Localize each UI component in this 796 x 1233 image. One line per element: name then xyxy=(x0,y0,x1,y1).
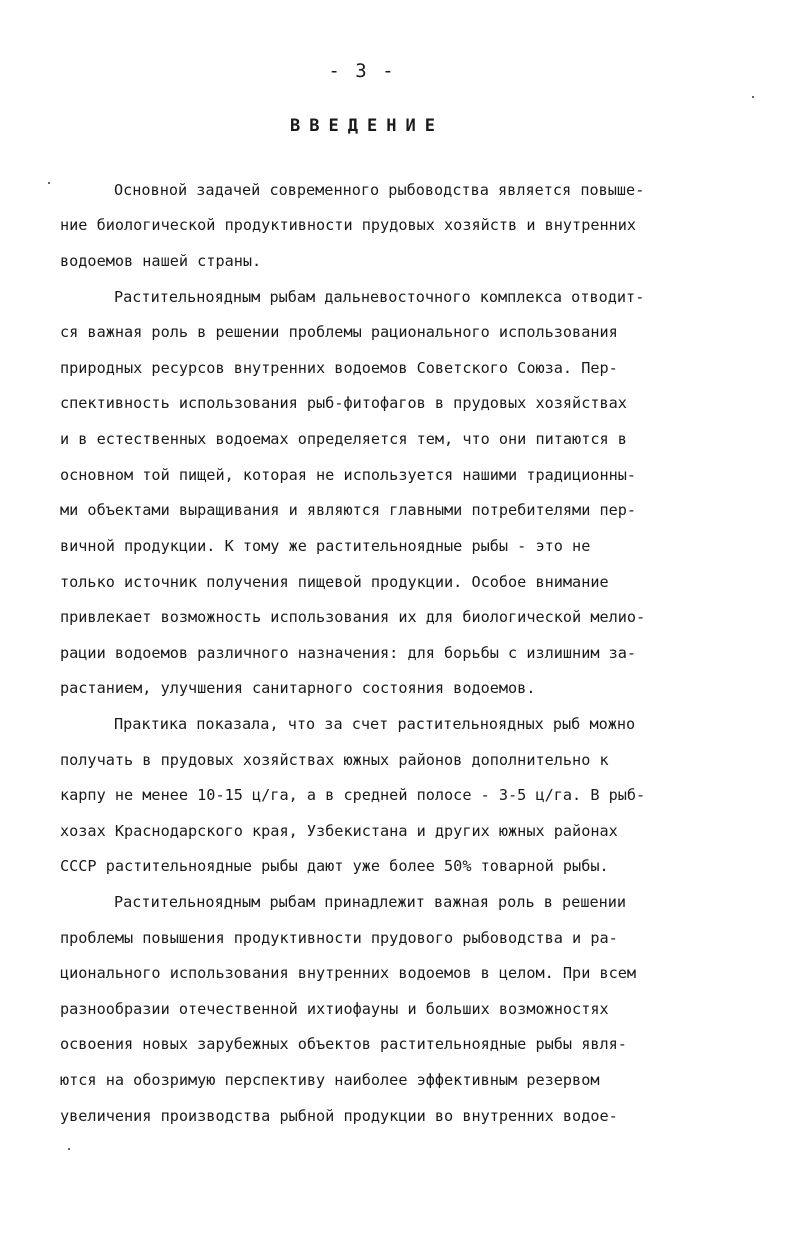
text-line: получать в прудовых хозяйствах южных районов дополнительно к xyxy=(60,751,609,769)
scan-speck xyxy=(752,96,754,98)
text-line: спективность использования рыб-фитофагов в прудовых хозяйствах xyxy=(60,394,627,412)
text-line: привлекает возможность использования их для биологической мелио- xyxy=(60,608,646,626)
page-number: - 3 - xyxy=(328,60,396,82)
text-line: водоемов нашей страны. xyxy=(60,252,262,270)
text-line: хозах Краснодарского края, Узбекистана и других южных районах xyxy=(60,822,618,840)
text-line: карпу не менее 10-15 ц/га, а в средней полосе - 3-5 ц/га. В рыб- xyxy=(60,786,646,804)
scan-speck xyxy=(68,1148,70,1150)
section-heading: ВВЕДЕНИЕ xyxy=(290,116,444,136)
text-line: увеличения производства рыбной продукции во внутренних водое- xyxy=(60,1107,618,1125)
scan-speck xyxy=(48,182,50,184)
text-line: только источник получения пищевой продукции. Особое внимание xyxy=(60,573,609,591)
text-line: растанием, улучшения санитарного состояния водоемов. xyxy=(60,679,536,697)
text-line: природных ресурсов внутренних водоемов Советского Союза. Пер- xyxy=(60,359,618,377)
text-line: ся важная роль в решении проблемы рационального использования xyxy=(60,323,618,341)
text-line: вичной продукции. К тому же растительноядные рыбы - это не xyxy=(60,537,591,555)
text-line: освоения новых зарубежных объектов растительноядные рыбы явля- xyxy=(60,1035,627,1053)
text-line: Основной задачей современного рыбоводства является повыше- xyxy=(114,181,645,199)
text-line: рации водоемов различного назначения: для борьбы с излишним за- xyxy=(60,644,637,662)
text-line: ние биологической продуктивности прудовых хозяйств и внутренних xyxy=(60,216,637,234)
text-line: ционального использования внутренних водоемов в целом. При всем xyxy=(60,964,637,982)
text-line: ми объектами выращивания и являются главными потребителями пер- xyxy=(60,501,637,519)
text-line: Практика показала, что за счет растительноядных рыб можно xyxy=(114,715,636,733)
text-line: ются на обозримую перспективу наиболее эффективным резервом xyxy=(60,1071,600,1089)
text-line: Растительноядным рыбам принадлежит важная роль в решении xyxy=(114,893,627,911)
text-line: Растительноядным рыбам дальневосточного комплекса отводит- xyxy=(114,288,645,306)
text-line: и в естественных водоемах определяется тем, что они питаются в xyxy=(60,430,627,448)
text-line: проблемы повышения продуктивности прудового рыбоводства и ра- xyxy=(60,929,618,947)
text-line: основном той пищей, которая не используется нашими традиционны- xyxy=(60,466,637,484)
text-line: СССР растительноядные рыбы дают уже более 50% товарной рыбы. xyxy=(60,857,609,875)
text-line: разнообразии отечественной ихтиофауны и больших возможностях xyxy=(60,1000,609,1018)
